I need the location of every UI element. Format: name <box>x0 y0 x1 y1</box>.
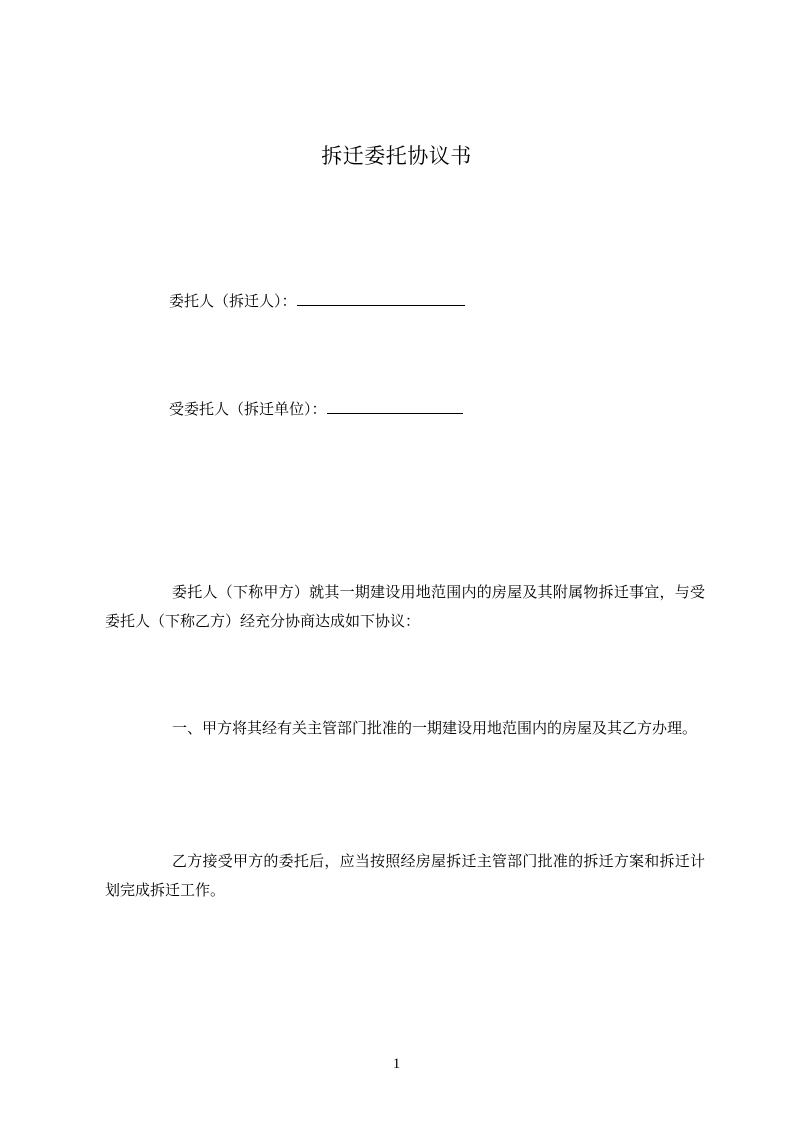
intro-paragraph: 委托人（下称甲方）就其一期建设用地范围内的房屋及其附属物拆迁事宜，与受委托人（下称乙方）经充分协商达成如下协议： <box>105 583 705 630</box>
agent-blank-line <box>327 399 463 414</box>
agent-label: 受委托人（拆迁单位）： <box>169 400 327 418</box>
agent-field <box>169 398 463 420</box>
agent-duty-paragraph: 乙方接受甲方的委托后，应当按照经房屋拆迁主管部门批准的拆迁方案和拆迁计划完成拆迁工作。 <box>105 852 705 899</box>
principal-blank-line <box>297 291 465 306</box>
document-title: 拆迁委托协议书 <box>321 144 472 168</box>
page-number: 1 <box>392 1056 401 1072</box>
principal-field <box>169 290 465 312</box>
principal-label: 委托人（拆迁人）： <box>169 292 297 310</box>
clause-one-paragraph: 一、甲方将其经有关主管部门批准的一期建设用地范围内的房屋及其乙方办理。 <box>172 719 698 737</box>
